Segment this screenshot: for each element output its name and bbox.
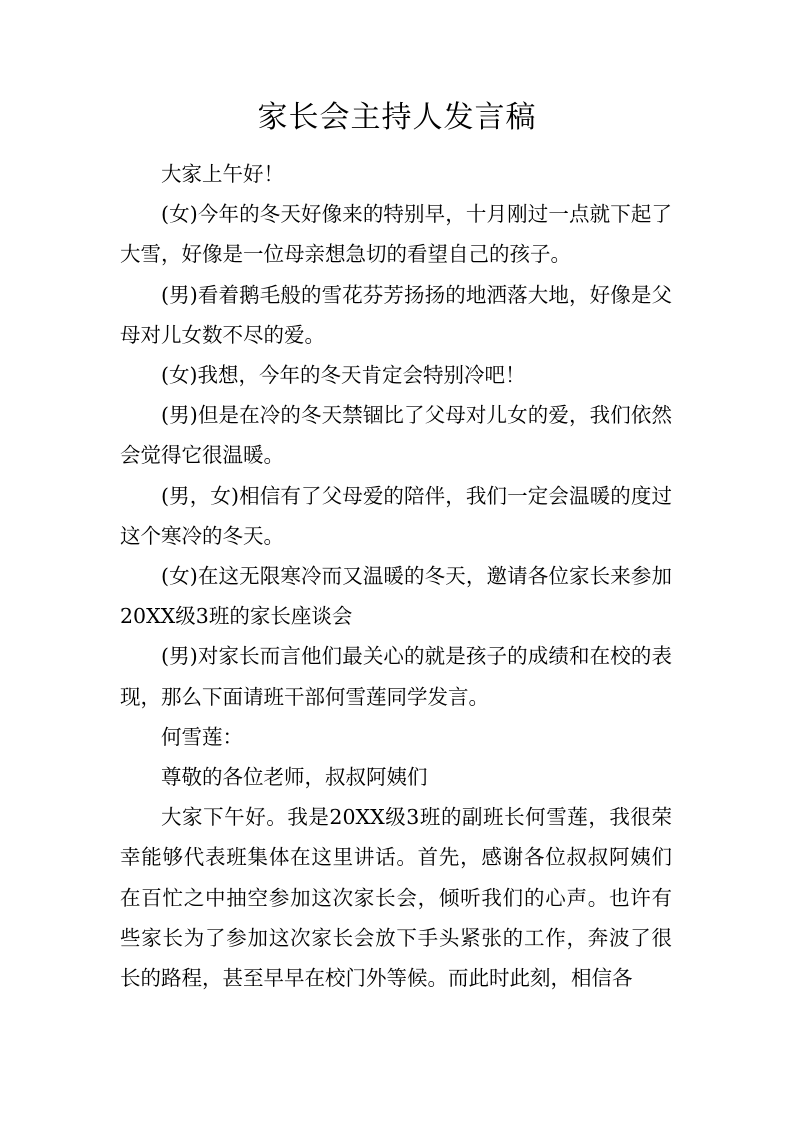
- paragraph: (女)在这无限寒冷而又温暖的冬天，邀请各位家长来参加20XX级3班的家长座谈会: [120, 564, 672, 629]
- paragraph-speaker-name: 何雪莲：: [161, 724, 243, 749]
- paragraph: (男)但是在冷的冬天禁锢比了父母对儿女的爱，我们依然会觉得它很温暖。: [120, 403, 672, 468]
- paragraph-greeting: 大家上午好！: [161, 162, 284, 186]
- paragraph: (女)今年的冬天好像来的特别早，十月刚过一点就下起了大雪，好像是一位母亲想急切的看望自己的孩子。: [120, 202, 672, 267]
- paragraph: (男)对家长而言他们最关心的就是孩子的成绩和在校的表现，那么下面请班干部何雪莲同学发言。: [120, 644, 672, 709]
- paragraph-speech: 大家下午好。我是20XX级3班的副班长何雪莲，我很荣幸能够代表班集体在这里讲话。首先，感谢各位叔叔阿姨们在百忙之中抽空参加这次家长会，倾听我们的心声。也许有些家长为了参加这次家长会放下手头紧张的工作，奔波了很长的路程，甚至早早在校门外等候。而此时此刻，相信各: [120, 805, 672, 991]
- document-title: 家长会主持人发言稿: [257, 100, 537, 135]
- paragraph: (男)看着鹅毛般的雪花芬芳扬扬的地洒落大地，好像是父母对儿女数不尽的爱。: [120, 282, 672, 347]
- paragraph: (女)我想，今年的冬天肯定会特别冷吧！: [161, 363, 526, 388]
- document-body: [120, 154, 672, 998]
- paragraph: (男，女)相信有了父母爱的陪伴，我们一定会温暖的度过这个寒冷的冬天。: [120, 483, 672, 548]
- paragraph-salutation: 尊敬的各位老师，叔叔阿姨们: [161, 765, 428, 790]
